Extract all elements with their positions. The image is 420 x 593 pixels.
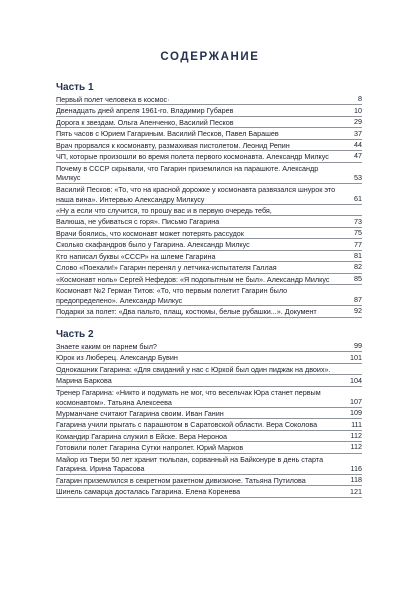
toc-entry-page: 61 bbox=[354, 193, 362, 203]
toc-entry-title: Командир Гагарина служил в Ейске. Вера Нероноа bbox=[56, 431, 228, 441]
toc-entry-page: 116 bbox=[350, 463, 362, 473]
toc-entry-page: 121 bbox=[350, 486, 362, 496]
toc-entry-title: Врачи боялись, что космонавт может потерять рассудок bbox=[56, 228, 244, 238]
toc-entry-title: Пять часов с Юрием Гагариным. Василий Песков, Павел Барашев bbox=[56, 129, 279, 139]
toc-entry-page: 112 bbox=[350, 442, 362, 452]
toc-entry[interactable] bbox=[56, 239, 362, 250]
toc-entry-page: 109 bbox=[350, 408, 362, 418]
toc-entry[interactable] bbox=[56, 274, 362, 285]
toc-entry-title: Гагарин приземлился в секретном ракетном дивизионе. Татьяна Путилова bbox=[56, 475, 306, 485]
toc-entry-page: 104 bbox=[350, 375, 362, 385]
toc-entry-title: ЧП, которые произошли во время полета первого космонавта. Александр Милкус bbox=[56, 152, 329, 162]
toc-entry-page: 99 bbox=[354, 341, 362, 351]
toc-entry[interactable] bbox=[56, 262, 362, 273]
toc-entry-title: Подарки за полет: «Два пальто, плащ, костюмы, белые рубашки...». Документ bbox=[56, 307, 317, 317]
toc-entry[interactable] bbox=[56, 475, 362, 486]
toc-entry[interactable] bbox=[56, 128, 362, 139]
toc-entry-title: Сколько скафандров было у Гагарина. Александр Милкус bbox=[56, 240, 250, 250]
toc-entry-page: 53 bbox=[354, 172, 362, 182]
toc-entry-title: Юрок из Люберец. Александр Бувин bbox=[56, 353, 178, 363]
toc-entry-title: Первый полет человека в космос· bbox=[56, 95, 170, 105]
toc-entry[interactable] bbox=[56, 184, 362, 205]
toc-entry-title: Однокашник Гагарина: «Для свиданий у нас с Юркой был один пиджак на двоих». bbox=[56, 364, 331, 374]
toc-entry[interactable] bbox=[56, 140, 362, 151]
toc-entry-page: 118 bbox=[350, 475, 362, 485]
toc-entry-page: 44 bbox=[354, 139, 362, 149]
toc-entry[interactable] bbox=[56, 431, 362, 442]
toc-entry-title: Майор из Твери 50 лет хранит тюльпан, сорванный на Байконуре в день старта Гагарина. Ирина Тарасова bbox=[56, 455, 324, 474]
toc-entry[interactable] bbox=[56, 105, 362, 116]
toc-entry-title: Врач прорвался к космонавту, размахивая пистолетом. Леонид Репин bbox=[56, 140, 290, 150]
page-title: СОДЕРЖАНИЕ bbox=[160, 51, 260, 63]
toc-entry-page: 29 bbox=[354, 117, 362, 127]
toc-entry-page: 47 bbox=[354, 151, 362, 161]
toc-entry-page: 101 bbox=[350, 352, 362, 362]
toc-entry[interactable] bbox=[56, 205, 362, 216]
toc-entry-title: Космонавт №2 Герман Титов: «То, что первым полетит Гагарин было предопределено». Александр Милкус bbox=[56, 286, 288, 305]
toc-entry-title: «Ну а если что случится, то прошу вас и в первую очередь тебя, bbox=[56, 206, 272, 216]
part-heading: Часть 1 bbox=[56, 82, 94, 93]
toc-entry[interactable] bbox=[56, 94, 362, 105]
toc-entry-page: 81 bbox=[354, 250, 362, 260]
toc-entry[interactable] bbox=[56, 117, 362, 128]
toc-entry-page: 111 bbox=[351, 419, 362, 429]
toc-entry[interactable] bbox=[56, 341, 362, 352]
toc-entry[interactable] bbox=[56, 364, 362, 375]
toc-entry-page: 92 bbox=[354, 306, 362, 316]
toc-entry-page: 8 bbox=[358, 94, 362, 104]
toc-entry-title: Василий Песков: «То, что на красной дорожке у космонавта развязался шнурок это наша вина». Интервью Александру Милкусу bbox=[56, 185, 336, 204]
toc-entry-title: Тренер Гагарина: «Никто и подумать не мог, что весельчак Юра станет первым космонавтом». Татьяна Алексеева bbox=[56, 388, 321, 407]
toc-entry[interactable] bbox=[56, 163, 362, 184]
toc-entry-title: Кто написал буквы «СССР» на шлеме Гагарина bbox=[56, 251, 216, 261]
toc-entry-page: 37 bbox=[354, 128, 362, 138]
toc-entry-title: Дорога к звездам. Ольга Апенченко, Василий Песков bbox=[56, 117, 234, 127]
toc-entry-page: 82 bbox=[354, 262, 362, 272]
toc-entry[interactable] bbox=[56, 251, 362, 262]
toc-list-part-2 bbox=[56, 341, 362, 498]
toc-entry-page: 75 bbox=[354, 228, 362, 238]
toc-entry-page: 10 bbox=[354, 105, 362, 115]
toc-entry-page: 85 bbox=[354, 273, 362, 283]
toc-entry[interactable] bbox=[56, 352, 362, 363]
toc-entry[interactable] bbox=[56, 486, 362, 497]
toc-entry-page: 112 bbox=[350, 431, 362, 441]
toc-entry-title: Гагарина учили прыгать с парашютом в Саратовской области. Вера Соколова bbox=[56, 420, 318, 430]
toc-entry-page: 87 bbox=[354, 295, 362, 305]
toc-entry-page: 73 bbox=[354, 216, 362, 226]
toc-entry-title: Мурманчане считают Гагарина своим. Иван Ганин bbox=[56, 408, 224, 418]
toc-entry-title: Шинель самарца досталась Гагарина. Елена Коренева bbox=[56, 487, 241, 497]
toc-entry-title: Валюша, не убиваться с горя». Письмо Гагарина bbox=[56, 217, 220, 227]
toc-entry[interactable] bbox=[56, 454, 362, 475]
toc-entry[interactable] bbox=[56, 151, 362, 162]
toc-entry-title: Двенадцать дней апреля 1961-го. Владимир Губарев bbox=[56, 106, 234, 116]
toc-list-part-1 bbox=[56, 94, 362, 318]
toc-entry[interactable] bbox=[56, 419, 362, 430]
toc-entry-title: Почему в СССР скрывали, что Гагарин приземлился на парашюте. Александр Милкус bbox=[56, 164, 319, 183]
toc-entry[interactable] bbox=[56, 442, 362, 453]
toc-entry-title: Марина Баркова bbox=[56, 376, 112, 386]
part-heading: Часть 2 bbox=[56, 329, 94, 340]
toc-entry-page: 107 bbox=[350, 396, 362, 406]
toc-entry[interactable] bbox=[56, 216, 362, 227]
toc-entry-title: Слово «Поехали!» Гагарин перенял у летчика-испытателя Галлая bbox=[56, 263, 277, 273]
toc-entry[interactable] bbox=[56, 387, 362, 408]
toc-entry[interactable] bbox=[56, 285, 362, 306]
toc-entry[interactable] bbox=[56, 306, 362, 317]
toc-entry-title: Знаете каким он парнем был? bbox=[56, 342, 157, 352]
toc-entry-page: 77 bbox=[354, 239, 362, 249]
toc-entry-title: «Космонавт ноль» Сергей Нефедов: «Я подопытным не был». Александр Милкус bbox=[56, 274, 330, 284]
toc-entry[interactable] bbox=[56, 228, 362, 239]
toc-entry-title: Готовили полет Гагарина Сутки напролет. Юрий Марков bbox=[56, 443, 244, 453]
toc-entry[interactable] bbox=[56, 408, 362, 419]
toc-entry[interactable] bbox=[56, 375, 362, 386]
